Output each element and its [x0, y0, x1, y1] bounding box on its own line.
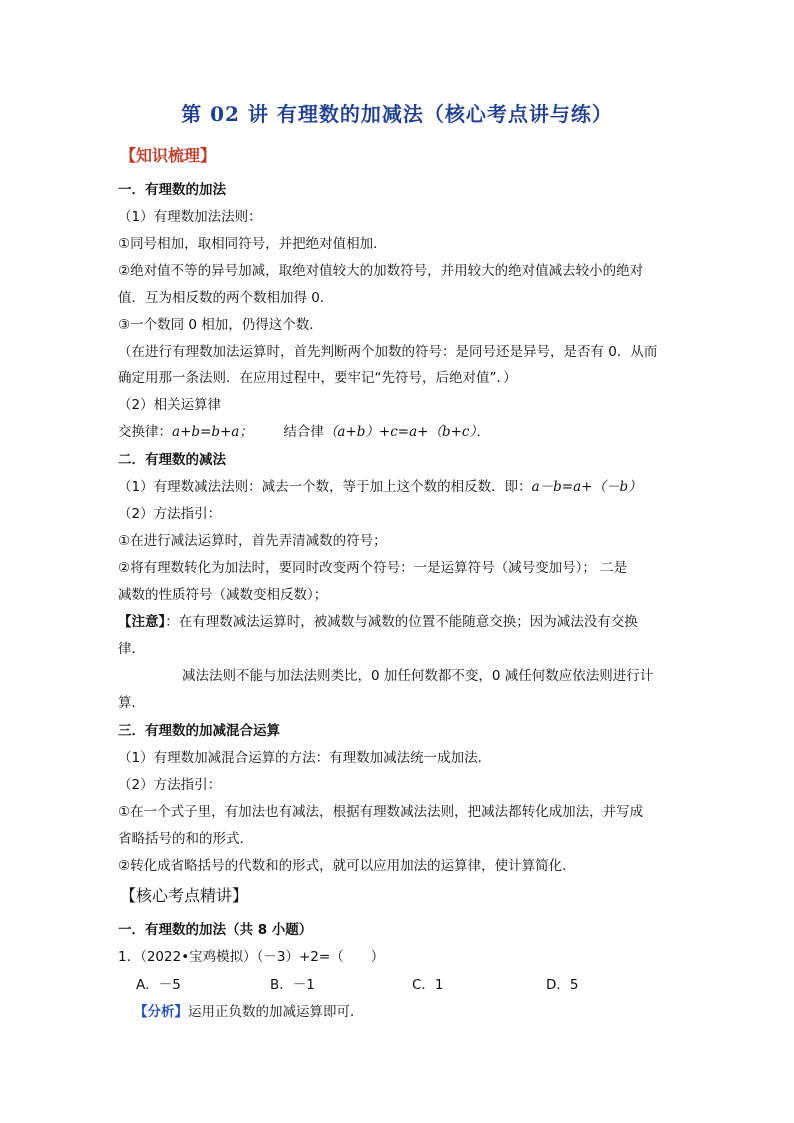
s1-law-title: （2）相关运算律	[118, 397, 222, 413]
s2-note-b: 律．	[118, 641, 145, 657]
s2-note	[118, 612, 680, 632]
q1-analysis	[134, 1002, 696, 1022]
s3-method-2a: ①在一个式子里，有加法也有减法，根据有理数减法法则，把减法都转化成加法，并写成	[118, 804, 644, 820]
s1-laws	[118, 422, 680, 442]
associative-expr: （a+b）+c=a+（b+c）．	[323, 424, 490, 440]
s2-method-title: （2）方法指引：	[118, 506, 222, 522]
s1-rule-3: ③一个数同 0 相加，仍得这个数．	[118, 317, 323, 333]
s2-note-c: 减法法则不能与加法法则类比，0 加任何数都不变，0 减任何数应依法则进行计	[182, 668, 654, 684]
s1-heading: 一．有理数的加法	[118, 182, 226, 198]
s2-heading: 二．有理数的减法	[118, 452, 226, 468]
s1-note-a: （在进行有理数加法运算时，首先判断两个加数的符号：是同号还是异号，是否有 0．从而	[118, 344, 658, 360]
s2-note-d: 算．	[118, 695, 145, 711]
s2-method-1: ①在进行减法运算时，首先弄清减数的符号；	[118, 533, 387, 549]
s3-method-title: （2）方法指引：	[118, 777, 222, 793]
s2-method-2b: 减数的性质符号（减数变相反数）；	[118, 587, 328, 603]
q1-option-d: D．5	[546, 977, 579, 993]
q1-option-c: C．1	[412, 977, 444, 993]
commutative-label: 交换律：	[118, 424, 172, 440]
knowledge-header: 【知识梳理】	[120, 146, 217, 165]
q1-stem: 1．（2022•宝鸡模拟）（－3）+2=（ ）	[118, 949, 385, 965]
s3-heading: 三．有理数的加减混合运算	[118, 723, 280, 739]
associative-label: 结合律	[283, 424, 324, 440]
page-title: 第 02 讲 有理数的加减法（核心考点讲与练）	[181, 102, 613, 126]
q1-analysis-text: 运用正负数的加减运算即可．	[188, 1004, 364, 1020]
s3-method-3: ②转化成省略括号的代数和的形式，就可以应用加法的运算律，使计算简化．	[118, 858, 576, 874]
s2-rule	[118, 477, 680, 497]
s2-note-label: 【注意】	[118, 614, 166, 630]
commutative-expr: a+b=b+a；	[172, 424, 253, 440]
s3-method-1: （1）有理数加减混合运算的方法：有理数加减法统一成加法．	[118, 750, 492, 766]
q1-option-b: B．－1	[270, 977, 315, 993]
s2-method-2a: ②将有理数转化为加法时，要同时改变两个符号：一是运算符号（减号变加号）； 二是	[118, 560, 628, 576]
core-header: 【核心考点精讲】	[120, 886, 249, 905]
s2-rule-text: （1）有理数减法法则：减去一个数，等于加上这个数的相反数．即：	[118, 479, 532, 495]
s3-method-2b: 省略括号的和的形式．	[118, 831, 253, 847]
q-section-heading: 一．有理数的加法（共 8 小题）	[118, 922, 313, 938]
s1-rule-title: （1）有理数加法法则：	[118, 209, 262, 225]
s2-rule-expr: a－b=a+（－b）	[531, 479, 642, 495]
s1-rule-2a: ②绝对值不等的异号加减，取绝对值较大的加数符号，并用较大的绝对值减去较小的绝对	[118, 263, 644, 279]
s1-rule-1: ①同号相加，取相同符号，并把绝对值相加．	[118, 236, 387, 252]
q1-analysis-label: 【分析】	[134, 1004, 188, 1020]
s2-note-text: ：在有理数减法运算时，被减数与减数的位置不能随意交换；因为减法没有交换	[165, 614, 638, 630]
s1-rule-2b: 值．互为相反数的两个数相加得 0．	[118, 290, 334, 306]
q1-option-a: A．－5	[136, 977, 181, 993]
s1-note-b: 确定用那一条法则．在应用过程中，要牢记“先符号，后绝对值”．）	[118, 370, 517, 386]
